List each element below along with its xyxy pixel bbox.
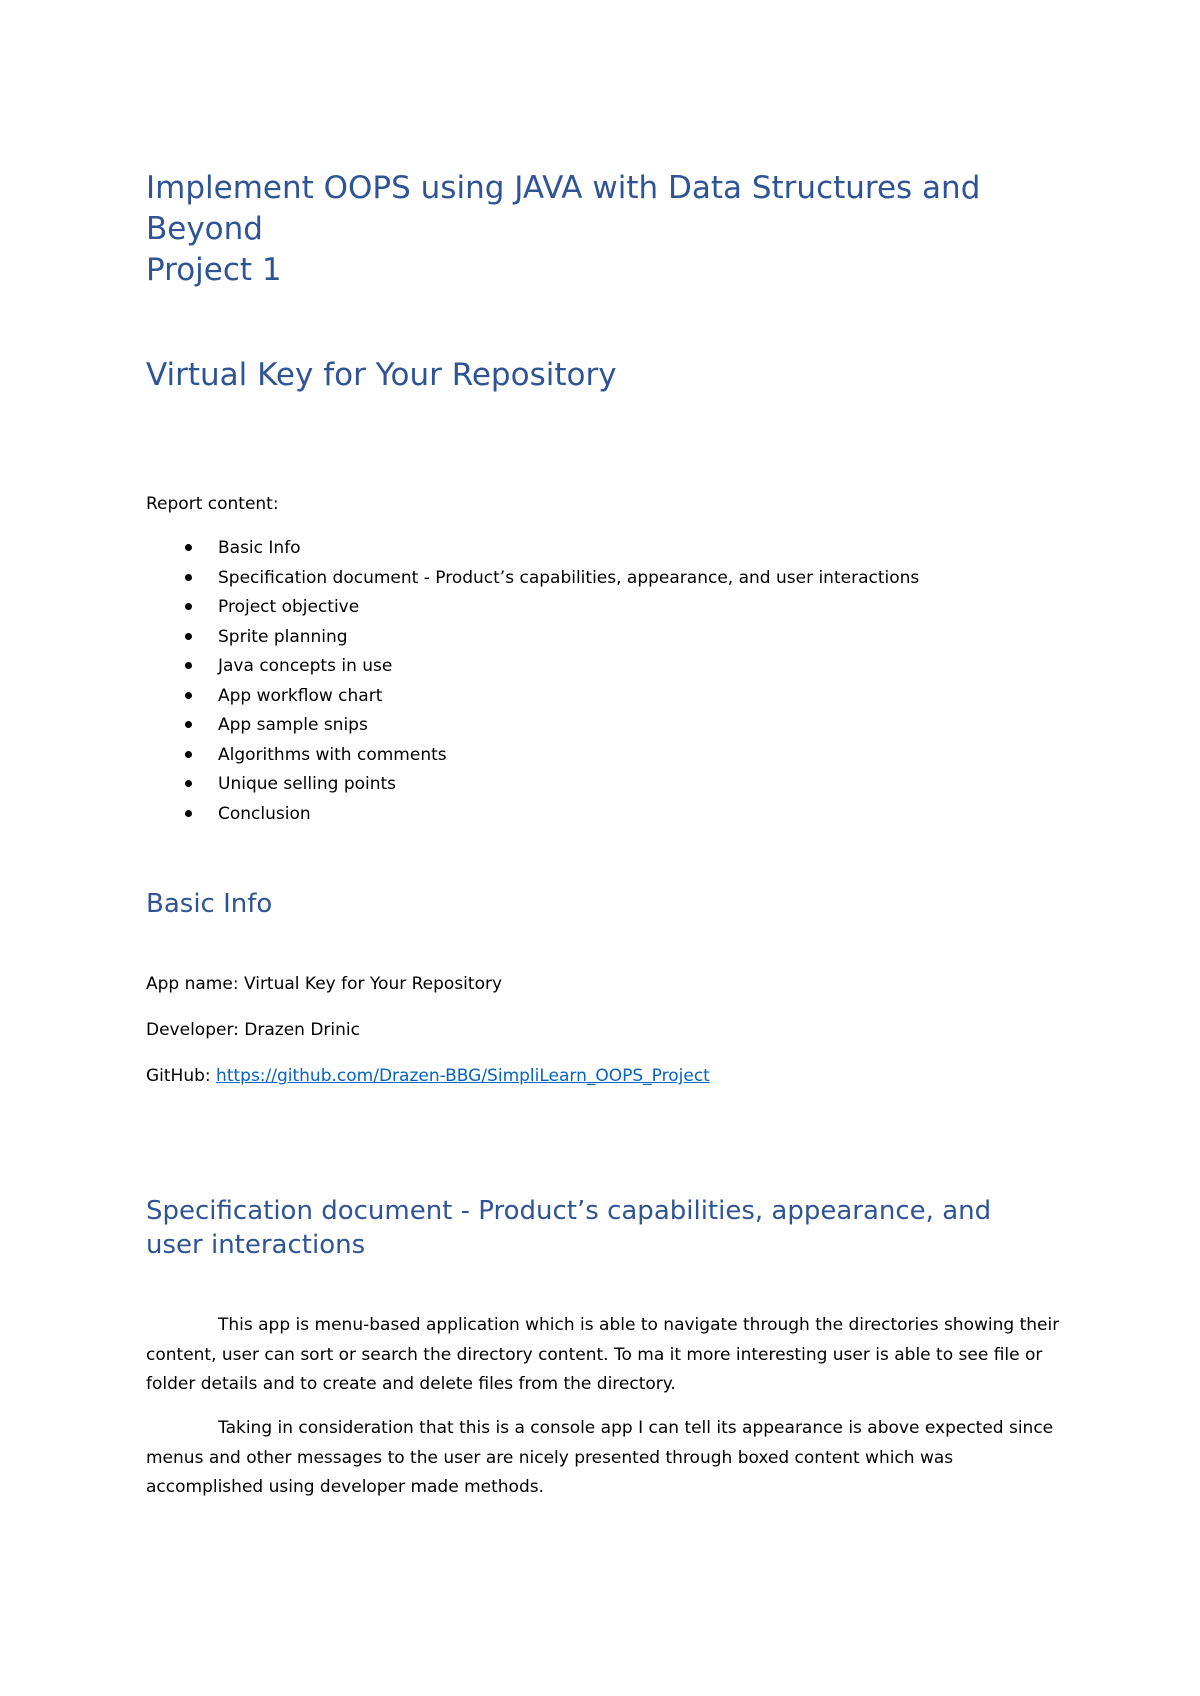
bullet-icon xyxy=(185,544,192,551)
list-item: Java concepts in use xyxy=(146,654,919,684)
document-title xyxy=(146,168,1066,291)
specification-heading-line-2: user interactions xyxy=(146,1230,366,1260)
github-label: GitHub: xyxy=(146,1066,211,1086)
list-item: App workflow chart xyxy=(146,684,919,714)
developer-value: Drazen Drinic xyxy=(244,1020,360,1040)
bullet-icon xyxy=(185,603,192,610)
bullet-icon xyxy=(185,574,192,581)
title-line-3: Project 1 xyxy=(146,252,282,288)
report-content-label: Report content: xyxy=(146,494,279,514)
app-name-label: App name: xyxy=(146,974,239,994)
github-line xyxy=(146,1064,710,1088)
bullet-icon xyxy=(185,810,192,817)
list-item: App sample snips xyxy=(146,713,919,743)
list-item: Sprite planning xyxy=(146,625,919,655)
list-item: Unique selling points xyxy=(146,772,919,802)
list-item: Basic Info xyxy=(146,536,919,566)
list-item: Algorithms with comments xyxy=(146,743,919,773)
bullet-icon xyxy=(185,662,192,669)
bullet-icon xyxy=(185,692,192,699)
bullet-icon xyxy=(185,751,192,758)
report-content-list xyxy=(146,536,919,831)
bullet-icon xyxy=(185,633,192,640)
basic-info-heading: Basic Info xyxy=(146,889,273,919)
document-subtitle: Virtual Key for Your Repository xyxy=(146,357,617,393)
developer-label: Developer: xyxy=(146,1020,239,1040)
specification-paragraph-2: Taking in consideration that this is a console app I can tell its appearance is above expected since menus and other messages to the user are nicely presented through boxed content which was accomplished using developer made methods. xyxy=(146,1418,1054,1497)
bullet-icon xyxy=(185,721,192,728)
app-name-value: Virtual Key for Your Repository xyxy=(243,974,503,994)
title-line-1: Implement OOPS using JAVA with Data Structures and xyxy=(146,170,981,206)
title-line-2: Beyond xyxy=(146,211,263,247)
github-link[interactable]: https://github.com/Drazen-BBG/SimpliLearn_OOPS_Project xyxy=(216,1066,710,1086)
specification-heading xyxy=(146,1194,991,1262)
developer-line xyxy=(146,1018,360,1042)
list-item: Specification document - Product’s capabilities, appearance, and user interactions xyxy=(146,566,919,596)
list-item: Conclusion xyxy=(146,802,919,832)
list-item: Project objective xyxy=(146,595,919,625)
bullet-icon xyxy=(185,780,192,787)
app-name-line xyxy=(146,972,502,996)
specification-heading-line-1: Specification document - Product’s capabilities, appearance, and xyxy=(146,1196,992,1226)
specification-paragraph-1: This app is menu-based application which is able to navigate through the directories showing their content, user can sort or search the directory content. To ma it more interesting user is able to see file or folder details and to create and delete files from the directory. xyxy=(146,1315,1060,1394)
